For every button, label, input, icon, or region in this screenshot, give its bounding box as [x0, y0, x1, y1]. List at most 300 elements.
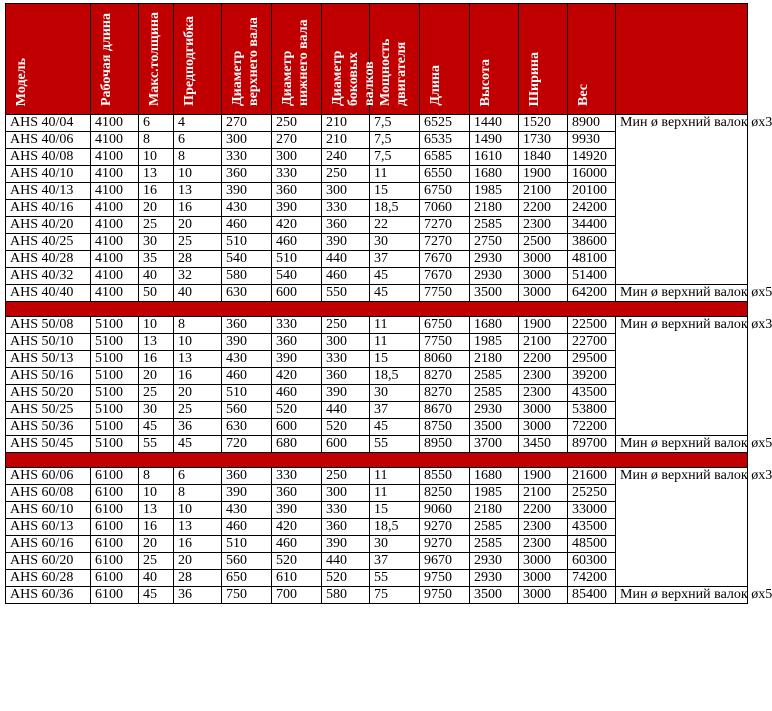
table-cell: 6100: [91, 586, 139, 603]
table-cell: 16: [174, 199, 222, 216]
table-cell: 8: [174, 148, 222, 165]
table-cell: 390: [222, 484, 272, 501]
table-cell: AHS 40/25: [6, 233, 91, 250]
table-cell: 16: [174, 367, 222, 384]
table-cell: 11: [370, 467, 420, 484]
table-cell: 16: [139, 182, 174, 199]
table-cell: AHS 50/10: [6, 333, 91, 350]
table-cell: 2100: [519, 484, 568, 501]
table-cell: 16: [139, 350, 174, 367]
table-cell: 6100: [91, 501, 139, 518]
table-cell: 330: [322, 350, 370, 367]
table-cell: 37: [370, 401, 420, 418]
table-cell: 510: [222, 233, 272, 250]
table-row: [6, 467, 748, 484]
table-cell: 18,5: [370, 199, 420, 216]
table-cell: 520: [272, 552, 322, 569]
table-cell: AHS 40/32: [6, 267, 91, 284]
table-cell: 2930: [470, 267, 519, 284]
table-cell: 2200: [519, 350, 568, 367]
table-cell: 420: [272, 367, 322, 384]
table-cell: 2100: [519, 333, 568, 350]
table-cell: 4100: [91, 233, 139, 250]
table-cell: AHS 40/04: [6, 114, 91, 131]
table-cell: AHS 40/20: [6, 216, 91, 233]
table-cell: 43500: [568, 518, 616, 535]
table-cell: 28: [174, 250, 222, 267]
header-height: Высота: [470, 4, 519, 115]
table-cell: 5100: [91, 350, 139, 367]
table-cell: 390: [272, 350, 322, 367]
table-cell: 5100: [91, 435, 139, 452]
table-cell: AHS 50/20: [6, 384, 91, 401]
table-cell: 6100: [91, 569, 139, 586]
table-cell: 2500: [519, 233, 568, 250]
table-cell: 580: [322, 586, 370, 603]
table-cell: 45: [139, 586, 174, 603]
table-cell: 300: [322, 182, 370, 199]
table-cell: 3000: [519, 569, 568, 586]
table-cell: 16000: [568, 165, 616, 182]
table-cell: 36: [174, 418, 222, 435]
table-cell: 520: [322, 418, 370, 435]
table-cell: 55: [370, 569, 420, 586]
table-cell: 650: [222, 569, 272, 586]
table-cell: 20: [174, 384, 222, 401]
table-cell: 300: [322, 333, 370, 350]
table-cell: 430: [222, 501, 272, 518]
table-cell: 600: [272, 418, 322, 435]
table-cell: 75: [370, 586, 420, 603]
table-cell: 2180: [470, 199, 519, 216]
table-cell: 13: [139, 333, 174, 350]
table-cell: 7750: [420, 284, 470, 301]
table-cell: 9750: [420, 569, 470, 586]
table-row: [6, 114, 748, 131]
table-cell: 3500: [470, 418, 519, 435]
table-cell: 11: [370, 165, 420, 182]
table-cell: 250: [322, 467, 370, 484]
table-cell: 48100: [568, 250, 616, 267]
table-cell: 2585: [470, 518, 519, 535]
table-cell: AHS 60/10: [6, 501, 91, 518]
table-cell: 10: [174, 501, 222, 518]
table-cell: 1840: [519, 148, 568, 165]
table-cell: 510: [222, 384, 272, 401]
header-length: Длина: [420, 4, 470, 115]
table-cell: 36: [174, 586, 222, 603]
table-cell: 540: [272, 267, 322, 284]
table-cell: 460: [272, 233, 322, 250]
table-cell: 30: [139, 401, 174, 418]
table-row: [6, 316, 748, 333]
table-cell: 510: [272, 250, 322, 267]
note-cell: Мин ø верхний валок øx5: [616, 586, 748, 603]
table-cell: 7,5: [370, 114, 420, 131]
table-cell: 250: [272, 114, 322, 131]
table-cell: 24200: [568, 199, 616, 216]
table-cell: 20100: [568, 182, 616, 199]
table-cell: 37: [370, 552, 420, 569]
table-cell: 20: [139, 199, 174, 216]
table-cell: 8250: [420, 484, 470, 501]
table-cell: 33000: [568, 501, 616, 518]
separator-cell: [6, 301, 748, 316]
table-cell: 4100: [91, 131, 139, 148]
table-cell: 60300: [568, 552, 616, 569]
table-cell: 9270: [420, 518, 470, 535]
table-cell: 300: [222, 131, 272, 148]
header-weight: Вес: [568, 4, 616, 115]
table-cell: 1680: [470, 467, 519, 484]
table-cell: 1680: [470, 165, 519, 182]
table-cell: 9060: [420, 501, 470, 518]
table-cell: 6585: [420, 148, 470, 165]
table-cell: 21600: [568, 467, 616, 484]
table-cell: 8270: [420, 384, 470, 401]
table-cell: 40: [139, 569, 174, 586]
table-cell: AHS 60/13: [6, 518, 91, 535]
table-cell: 600: [272, 284, 322, 301]
table-cell: 3450: [519, 435, 568, 452]
table-cell: 610: [272, 569, 322, 586]
table-cell: 2300: [519, 535, 568, 552]
table-cell: AHS 40/40: [6, 284, 91, 301]
table-cell: 45: [370, 267, 420, 284]
table-cell: 89700: [568, 435, 616, 452]
table-cell: 22700: [568, 333, 616, 350]
table-cell: 1520: [519, 114, 568, 131]
table-cell: 8670: [420, 401, 470, 418]
table-cell: AHS 50/25: [6, 401, 91, 418]
table-cell: 72200: [568, 418, 616, 435]
table-cell: 7270: [420, 216, 470, 233]
table-cell: AHS 50/45: [6, 435, 91, 452]
table-cell: 1985: [470, 333, 519, 350]
table-cell: 520: [272, 401, 322, 418]
table-cell: AHS 50/13: [6, 350, 91, 367]
table-cell: 1985: [470, 182, 519, 199]
table-cell: 5100: [91, 333, 139, 350]
table-cell: 420: [272, 216, 322, 233]
table-cell: AHS 40/08: [6, 148, 91, 165]
table-cell: 10: [174, 333, 222, 350]
table-cell: 360: [322, 216, 370, 233]
table-cell: 2930: [470, 569, 519, 586]
table-cell: AHS 60/20: [6, 552, 91, 569]
table-cell: 18,5: [370, 518, 420, 535]
table-cell: 3000: [519, 401, 568, 418]
table-cell: 48500: [568, 535, 616, 552]
table-cell: 4100: [91, 114, 139, 131]
table-cell: 25: [139, 384, 174, 401]
table-cell: 9750: [420, 586, 470, 603]
table-cell: 45: [174, 435, 222, 452]
table-cell: 360: [222, 467, 272, 484]
table-cell: 5100: [91, 384, 139, 401]
table-cell: 20: [139, 535, 174, 552]
table-cell: 2180: [470, 501, 519, 518]
table-cell: 7060: [420, 199, 470, 216]
table-cell: 6550: [420, 165, 470, 182]
table-cell: 600: [322, 435, 370, 452]
header-width: Ширина: [519, 4, 568, 115]
group-separator: [6, 301, 748, 316]
table-cell: 4100: [91, 284, 139, 301]
table-cell: 360: [272, 182, 322, 199]
table-cell: AHS 50/08: [6, 316, 91, 333]
table-cell: 250: [322, 316, 370, 333]
table-cell: 6100: [91, 467, 139, 484]
table-cell: 11: [370, 316, 420, 333]
table-cell: AHS 40/10: [6, 165, 91, 182]
table-cell: 750: [222, 586, 272, 603]
table-cell: 580: [222, 267, 272, 284]
table-cell: 2585: [470, 367, 519, 384]
table-cell: 7670: [420, 250, 470, 267]
table-cell: 720: [222, 435, 272, 452]
table-cell: 8: [139, 467, 174, 484]
table-cell: 8: [174, 484, 222, 501]
table-cell: 32: [174, 267, 222, 284]
table-cell: 3000: [519, 552, 568, 569]
table-cell: 390: [322, 233, 370, 250]
table-cell: 4100: [91, 216, 139, 233]
table-cell: 330: [272, 316, 322, 333]
separator-cell: [6, 452, 748, 467]
table-cell: 300: [272, 148, 322, 165]
table-cell: 1680: [470, 316, 519, 333]
table-cell: AHS 40/16: [6, 199, 91, 216]
table-cell: 330: [272, 165, 322, 182]
table-cell: 3500: [470, 284, 519, 301]
table-cell: 50: [139, 284, 174, 301]
table-cell: 6100: [91, 518, 139, 535]
table-cell: 2585: [470, 535, 519, 552]
table-cell: 3000: [519, 250, 568, 267]
table-cell: 15: [370, 182, 420, 199]
table-cell: 45: [370, 284, 420, 301]
table-cell: 22: [370, 216, 420, 233]
table-cell: 360: [272, 333, 322, 350]
header-working-length: Рабочая длина: [91, 4, 139, 115]
table-cell: 1900: [519, 467, 568, 484]
table-cell: 3000: [519, 418, 568, 435]
table-cell: 4100: [91, 165, 139, 182]
table-cell: 5100: [91, 367, 139, 384]
table-cell: 22500: [568, 316, 616, 333]
table-cell: 440: [322, 250, 370, 267]
table-cell: 45: [370, 418, 420, 435]
table-cell: 6100: [91, 535, 139, 552]
table-cell: AHS 60/28: [6, 569, 91, 586]
table-cell: 2200: [519, 199, 568, 216]
table-cell: 25: [139, 552, 174, 569]
table-cell: 1730: [519, 131, 568, 148]
table-cell: 8750: [420, 418, 470, 435]
header-bottom-roll-diameter: Диаметр нижнего вала: [272, 4, 322, 115]
table-cell: 6525: [420, 114, 470, 131]
table-cell: 30: [370, 535, 420, 552]
table-cell: 1610: [470, 148, 519, 165]
table-cell: 7750: [420, 333, 470, 350]
note-cell: Мин ø верхний валок øx3: [616, 316, 748, 435]
table-cell: AHS 60/36: [6, 586, 91, 603]
table-cell: 25250: [568, 484, 616, 501]
table-cell: 25: [174, 401, 222, 418]
table-cell: 40: [139, 267, 174, 284]
table-cell: 390: [222, 333, 272, 350]
table-cell: 14920: [568, 148, 616, 165]
table-cell: 8550: [420, 467, 470, 484]
note-cell: Мин ø верхний валок øx3: [616, 114, 748, 284]
table-cell: AHS 60/08: [6, 484, 91, 501]
table-cell: 3000: [519, 267, 568, 284]
table-cell: 51400: [568, 267, 616, 284]
table-cell: 35: [139, 250, 174, 267]
table-cell: 560: [222, 401, 272, 418]
table-cell: 1900: [519, 165, 568, 182]
table-cell: 460: [272, 384, 322, 401]
table-cell: 2930: [470, 401, 519, 418]
table-cell: 4100: [91, 148, 139, 165]
table-cell: 40: [174, 284, 222, 301]
table-cell: 2300: [519, 518, 568, 535]
table-cell: 1900: [519, 316, 568, 333]
table-cell: 10: [139, 316, 174, 333]
table-cell: 270: [272, 131, 322, 148]
table-cell: 18,5: [370, 367, 420, 384]
table-cell: 360: [222, 165, 272, 182]
table-cell: AHS 50/16: [6, 367, 91, 384]
table-cell: 7,5: [370, 148, 420, 165]
table-cell: 29500: [568, 350, 616, 367]
table-cell: 6750: [420, 182, 470, 199]
table-cell: 5100: [91, 316, 139, 333]
table-cell: 30: [139, 233, 174, 250]
table-cell: 3000: [519, 586, 568, 603]
table-cell: 2100: [519, 182, 568, 199]
table-cell: 8: [139, 131, 174, 148]
table-cell: 7670: [420, 267, 470, 284]
table-cell: 4100: [91, 267, 139, 284]
table-cell: 210: [322, 131, 370, 148]
table-cell: 390: [322, 384, 370, 401]
header-motor-power: Мощность двигателя: [370, 4, 420, 115]
table-body: [6, 114, 772, 603]
table-cell: 3700: [470, 435, 519, 452]
table-cell: 53800: [568, 401, 616, 418]
table-cell: 9270: [420, 535, 470, 552]
table-cell: 38600: [568, 233, 616, 250]
table-cell: 11: [370, 484, 420, 501]
table-cell: 13: [139, 501, 174, 518]
table-cell: 45: [139, 418, 174, 435]
table-cell: 8900: [568, 114, 616, 131]
table-cell: 34400: [568, 216, 616, 233]
table-cell: 3000: [519, 284, 568, 301]
table-cell: 55: [139, 435, 174, 452]
table-cell: 430: [222, 350, 272, 367]
table-cell: 2930: [470, 552, 519, 569]
table-cell: 13: [174, 350, 222, 367]
table-cell: 13: [139, 165, 174, 182]
table-cell: 700: [272, 586, 322, 603]
table-cell: 2300: [519, 216, 568, 233]
table-cell: 390: [322, 535, 370, 552]
table-cell: 630: [222, 284, 272, 301]
table-cell: AHS 40/06: [6, 131, 91, 148]
table-cell: 2750: [470, 233, 519, 250]
table-row: [6, 586, 748, 603]
table-cell: 2180: [470, 350, 519, 367]
table-row: [6, 284, 748, 301]
table-cell: 6: [139, 114, 174, 131]
table-cell: 43500: [568, 384, 616, 401]
table-cell: 390: [272, 501, 322, 518]
table-cell: 55: [370, 435, 420, 452]
note-cell: Мин ø верхний валок øx5: [616, 284, 748, 301]
table-cell: 440: [322, 401, 370, 418]
table-cell: 360: [272, 484, 322, 501]
table-cell: 460: [322, 267, 370, 284]
table-cell: 360: [322, 518, 370, 535]
table-cell: 360: [322, 367, 370, 384]
note-cell: Мин ø верхний валок øx5: [616, 435, 748, 452]
table-cell: 440: [322, 552, 370, 569]
table-cell: 390: [272, 199, 322, 216]
table-cell: 8: [174, 316, 222, 333]
table-cell: 5100: [91, 418, 139, 435]
table-cell: 1490: [470, 131, 519, 148]
table-cell: 28: [174, 569, 222, 586]
table-cell: 210: [322, 114, 370, 131]
header-notes: [616, 4, 748, 115]
table-cell: 460: [272, 535, 322, 552]
table-cell: 330: [322, 501, 370, 518]
table-cell: 16: [139, 518, 174, 535]
table-cell: AHS 60/16: [6, 535, 91, 552]
table-cell: 330: [222, 148, 272, 165]
table-cell: 25: [139, 216, 174, 233]
table-cell: 4100: [91, 199, 139, 216]
table-cell: 10: [139, 484, 174, 501]
table-cell: 430: [222, 199, 272, 216]
table-cell: 330: [272, 467, 322, 484]
table-cell: 250: [322, 165, 370, 182]
table-cell: 2930: [470, 250, 519, 267]
table-cell: 6535: [420, 131, 470, 148]
table-row: [6, 435, 748, 452]
table-cell: 2300: [519, 384, 568, 401]
table-cell: 2585: [470, 384, 519, 401]
table-cell: 2200: [519, 501, 568, 518]
table-cell: 4100: [91, 182, 139, 199]
table-cell: 520: [322, 569, 370, 586]
table-cell: 10: [139, 148, 174, 165]
table-cell: 9930: [568, 131, 616, 148]
table-cell: 4: [174, 114, 222, 131]
header-top-roll-diameter: Диаметр верхнего вала: [222, 4, 272, 115]
table-cell: 20: [174, 216, 222, 233]
table-cell: 510: [222, 535, 272, 552]
table-cell: 1985: [470, 484, 519, 501]
table-cell: 7,5: [370, 131, 420, 148]
table-cell: 550: [322, 284, 370, 301]
table-cell: 680: [272, 435, 322, 452]
table-cell: 6: [174, 131, 222, 148]
table-cell: 8270: [420, 367, 470, 384]
